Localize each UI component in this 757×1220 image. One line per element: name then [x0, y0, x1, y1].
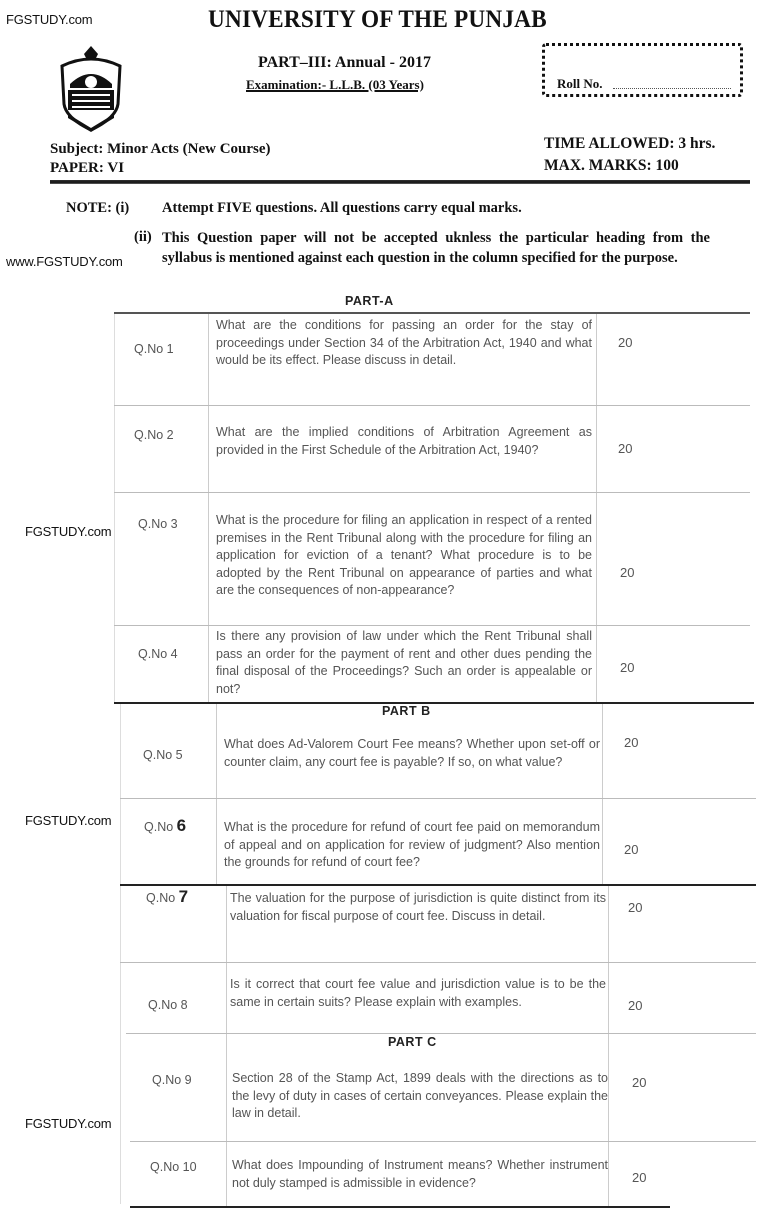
table-column-divider: [208, 314, 209, 704]
row-divider: [114, 625, 750, 626]
question-marks: 20: [632, 1170, 647, 1185]
row-divider: [114, 405, 750, 406]
university-crest-icon: [52, 44, 130, 134]
table-border: [114, 314, 115, 704]
table-column-divider: [216, 704, 217, 884]
watermark-notes: www.FGSTUDY.com: [6, 254, 123, 269]
row-divider: [126, 1033, 756, 1034]
question-marks: 20: [624, 735, 639, 750]
question-text: Is there any provision of law under which the Rent Tribunal shall pass an order for the payment of rent and other dues pending the final disposal of the Proceedings? Such an order is appealable or not?: [216, 629, 592, 696]
watermark-top: FGSTUDY.com: [6, 12, 93, 27]
table-column-divider: [596, 314, 597, 704]
question-number: Q.No 1: [134, 342, 174, 356]
question-text: What is the procedure for filing an application in respect of a rented premises in the Rent Tribunal along with the procedure for filing an application for eviction of a tenant? What procedure is to be adopted by the Rent Tribunal on appearance of parties and what are the consequences of non-appearance?: [216, 513, 592, 597]
roll-number-box: [542, 43, 743, 97]
question-marks: 20: [620, 565, 635, 580]
table-divider: [114, 312, 750, 314]
watermark-mid1: FGSTUDY.com: [25, 524, 112, 539]
max-marks: MAX. MARKS: 100: [544, 157, 679, 174]
question-number: Q.No 3: [138, 517, 178, 531]
roll-number-label: Roll No.: [557, 76, 603, 91]
question-number: Q.No 9: [152, 1073, 192, 1087]
question-marks: 20: [624, 842, 639, 857]
question-text: Section 28 of the Stamp Act, 1899 deals with the directions as to the levy of duty in cases of certain conveyances. Please explain the law in detail.: [232, 1071, 608, 1120]
subject: Subject: Minor Acts (New Course): [50, 141, 271, 157]
table-column-divider: [602, 704, 603, 884]
question-marks: 20: [628, 900, 643, 915]
paper-number: PAPER: VI: [50, 160, 125, 176]
table-column-divider: [608, 886, 609, 1206]
part-b-heading: PART B: [382, 704, 431, 718]
question-number: Q.No 7: [146, 887, 189, 906]
row-divider: [120, 798, 756, 799]
part-divider: [114, 702, 754, 704]
exam-name: Examination:- L.L.B. (03 Years): [246, 77, 424, 92]
question-marks: 20: [632, 1075, 647, 1090]
question-text: What are the implied conditions of Arbitration Agreement as provided in the First Schedule of the Arbitration Act, 1940?: [216, 425, 592, 457]
table-column-divider: [226, 886, 227, 1206]
question-text: The valuation for the purpose of jurisdiction is quite distinct from its valuation for fiscal purpose of court fee. Discuss in detail.: [230, 891, 606, 923]
question-text: Is it correct that court fee value and jurisdiction value is to be the same in certain suits? Please explain with examples.: [230, 977, 606, 1009]
note-1: Attempt FIVE questions. All questions carry equal marks.: [162, 200, 522, 216]
question-marks: 20: [618, 335, 633, 350]
question-number: Q.No 8: [148, 998, 188, 1012]
question-text: What are the conditions for passing an order for the stay of proceedings under Section 34 of the Arbitration Act, 1940 and what would be its effect. Please discuss in detail.: [216, 318, 592, 367]
watermark-bottom: FGSTUDY.com: [25, 1116, 112, 1131]
row-divider: [114, 492, 750, 493]
question-number: Q.No 10: [150, 1160, 197, 1174]
note-2-number: (ii): [134, 229, 152, 245]
exam-part: PART–III: Annual - 2017: [258, 54, 431, 71]
watermark-mid2: FGSTUDY.com: [25, 813, 112, 828]
roll-number-field[interactable]: [613, 79, 731, 89]
row-divider: [120, 962, 756, 963]
header-divider: [50, 180, 750, 184]
question-text: What does Ad-Valorem Court Fee means? Whether upon set-off or counter claim, any court fee is payable? If so, on what value?: [224, 737, 600, 769]
time-allowed: TIME ALLOWED: 3 hrs.: [544, 135, 716, 152]
note-2: This Question paper will not be accepted uknless the particular heading from the syllabus is mentioned against each question in the column specified for the purpose.: [162, 230, 710, 266]
question-number: Q.No 2: [134, 428, 174, 442]
question-text: What is the procedure for refund of court fee paid on memorandum of appeal and on application for review of judgment? Also mention the grounds for refund of court fee?: [224, 820, 600, 869]
part-a-heading: PART-A: [345, 294, 394, 308]
question-number: Q.No 5: [143, 748, 183, 762]
question-text: What does Impounding of Instrument means? Whether instrument not duly stamped is admissible in evidence?: [232, 1158, 608, 1190]
question-number: Q.No 4: [138, 647, 178, 661]
question-number: Q.No 6: [144, 816, 187, 835]
part-c-heading: PART C: [388, 1035, 437, 1049]
table-border: [120, 704, 121, 1204]
row-divider: [130, 1141, 756, 1142]
table-bottom-border: [130, 1206, 670, 1208]
note-label: NOTE: (i): [66, 200, 130, 216]
row-divider: [120, 884, 756, 886]
question-marks: 20: [618, 441, 633, 456]
question-marks: 20: [620, 660, 635, 675]
question-marks: 20: [628, 998, 643, 1013]
university-title: UNIVERSITY OF THE PUNJAB: [208, 6, 547, 33]
